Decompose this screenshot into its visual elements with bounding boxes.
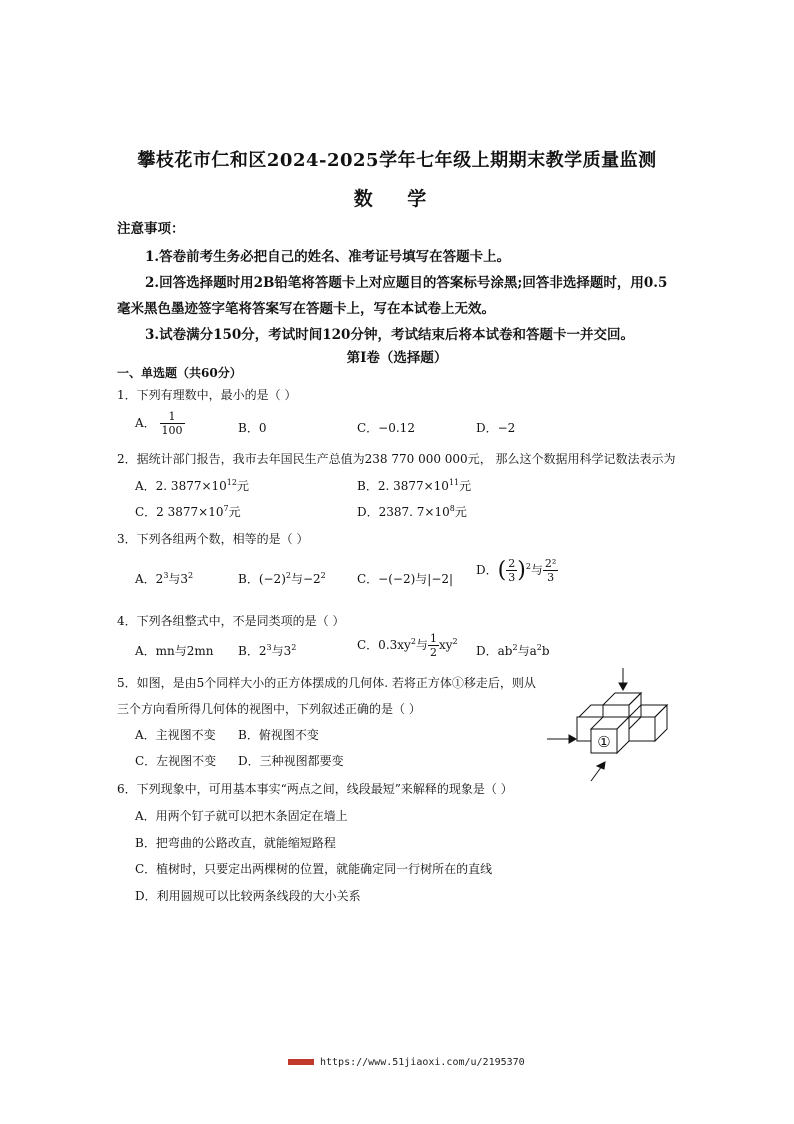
exponent: 2 [536,643,542,652]
term: xy [438,638,453,652]
question-5-option-a: A．主视图不变 [135,728,216,742]
connector: 与3 [168,572,189,586]
question-5-line-1: 5．如图，是由5个同样大小的正方体摆成的几何体. 若将正方体①移走后，则从 [117,676,536,690]
cube-1-label: ① [597,733,611,751]
arrow-head [569,735,576,743]
question-1-option-b: B．0 [238,421,267,435]
left-paren: ( [497,558,507,583]
exponent: 8 [449,504,455,513]
question-6-option-a: A．用两个钉子就可以把木条固定在墙上 [135,809,348,823]
question-2-option-a [135,477,249,494]
unit: 元 [228,505,241,519]
question-3-stem: 3．下列各组两个数，相等的是（ ） [117,532,309,546]
connector: 与 [530,563,543,577]
question-5-option-c: C．左视图不变 [135,754,217,768]
connector: 与−2 [290,572,321,586]
numerator: 1 [429,632,437,645]
front-view-arrow [591,766,602,781]
question-3-option-a [135,570,193,587]
exponent: 3 [163,571,169,580]
exponent: 11 [448,478,460,487]
question-1-stem: 1．下列有理数中，最小的是（ ） [117,388,297,402]
value: B．2. 3877×10 [357,479,449,493]
question-1-option-d: D．−2 [476,421,516,435]
connector: 与3 [271,644,292,658]
question-2-option-d [357,503,467,520]
subject-title: 数 学 [353,188,441,210]
footer [288,1057,525,1068]
part-heading: 第Ⅰ卷（选择题） [346,350,448,366]
question-2-option-c [135,503,241,520]
numerator: 2² [544,557,557,570]
connector: 与a [517,644,537,658]
question-4-option-a: A．mn与2mn [135,644,214,658]
exponent: 2 [291,643,297,652]
denominator: 3 [508,571,516,584]
numerator: 2 [508,557,516,570]
question-2-option-b [357,477,471,494]
connector: 与 [415,638,428,652]
question-5-option-d: D．三种视图都要变 [238,754,344,768]
value: A．2. 3877×10 [135,479,227,493]
fraction [506,557,517,584]
fraction [543,557,558,584]
question-4-stem: 4．下列各组整式中，不是同类项的是（ ） [117,614,345,628]
question-6-stem: 6．下列现象中，可用基本事实“两点之间，线段最短”来解释的现象是（ ） [117,782,513,796]
question-2-stem: 2．据统计部门报告，我市去年国民生产总值为238 770 000 000元， 那么这个数据用科学记数法表示为 [117,452,676,466]
base: A．2 [135,572,164,586]
unit: 元 [454,505,467,519]
question-1-option-c: C．−0.12 [357,421,415,435]
right-paren: ) [517,558,526,583]
cube-figure [545,665,675,785]
page-title: 攀枝花市仁和区2024-2025学年七年级上期期末教学质量监测 [137,150,657,171]
base: B．(−2) [238,572,286,586]
term: D．ab [476,644,513,658]
footer-url[interactable]: https://www.51jiaoxi.com/u/2195370 [320,1057,525,1068]
term: b [541,644,550,658]
term: C．0.3xy [357,638,411,652]
unit: 元 [459,479,472,493]
denominator: 2 [429,646,437,659]
question-6-option-b: B．把弯曲的公路改直，就能缩短路程 [135,836,336,850]
question-5-option-b: B．俯视图不变 [238,728,319,742]
question-3-option-b [238,570,326,587]
question-1-option-a [135,410,185,437]
option-label: D． [476,563,498,577]
section-heading: 一、单选题（共60分） [117,366,242,380]
value: D．2387. 7×10 [357,505,450,519]
question-3-option-c: C．−(−2)与|−2| [357,572,454,586]
exponent: 2 [512,643,518,652]
exponent: 2 [410,637,416,646]
fraction [160,410,185,437]
question-5-line-2: 三个方向看所得几何体的视图中，下列叙述正确的是（ ） [117,702,421,716]
exponent: 2 [320,571,326,580]
arrow-head [619,683,627,690]
arrow-head [597,762,605,769]
question-4-option-c [357,632,458,659]
exponent: 3 [266,643,272,652]
note-1: 1.答卷前考生务必把自己的姓名、准考证号填写在答题卡上。 [145,249,511,265]
note-3: 3.试卷满分150分，考试时间120分钟，考试结束后将本试卷和答题卡一并交回。 [145,327,634,343]
notes-heading: 注意事项： [117,221,185,237]
question-4-option-d [476,642,550,659]
numerator: 1 [160,410,185,424]
exponent: 2 [452,637,458,646]
base: B．2 [238,644,267,658]
question-4-option-b [238,642,296,659]
option-label: A． [135,416,156,430]
exponent: 7 [223,504,229,513]
question-6-option-c: C．植树时，只要定出两棵树的位置，就能确定同一行树所在的直线 [135,862,493,876]
exponent: 2 [285,571,291,580]
site-logo-icon [288,1059,314,1065]
question-3-option-d [476,557,558,584]
note-2-cont: 毫米黑色墨迹签字笔将答案写在答题卡上，写在本试卷上无效。 [117,301,495,317]
unit: 元 [236,479,249,493]
value: C．2 3877×10 [135,505,224,519]
exponent: 2 [525,562,531,571]
question-6-option-d: D．利用圆规可以比较两条线段的大小关系 [135,889,361,903]
denominator: 3 [547,571,555,584]
exponent: 2 [188,571,194,580]
note-2: 2.回答选择题时用2B铅笔将答题卡上对应题目的答案标号涂黑;回答非选择题时，用0.5 [145,275,668,291]
exponent: 12 [226,478,237,487]
fraction [428,632,439,659]
denominator: 100 [161,424,183,437]
